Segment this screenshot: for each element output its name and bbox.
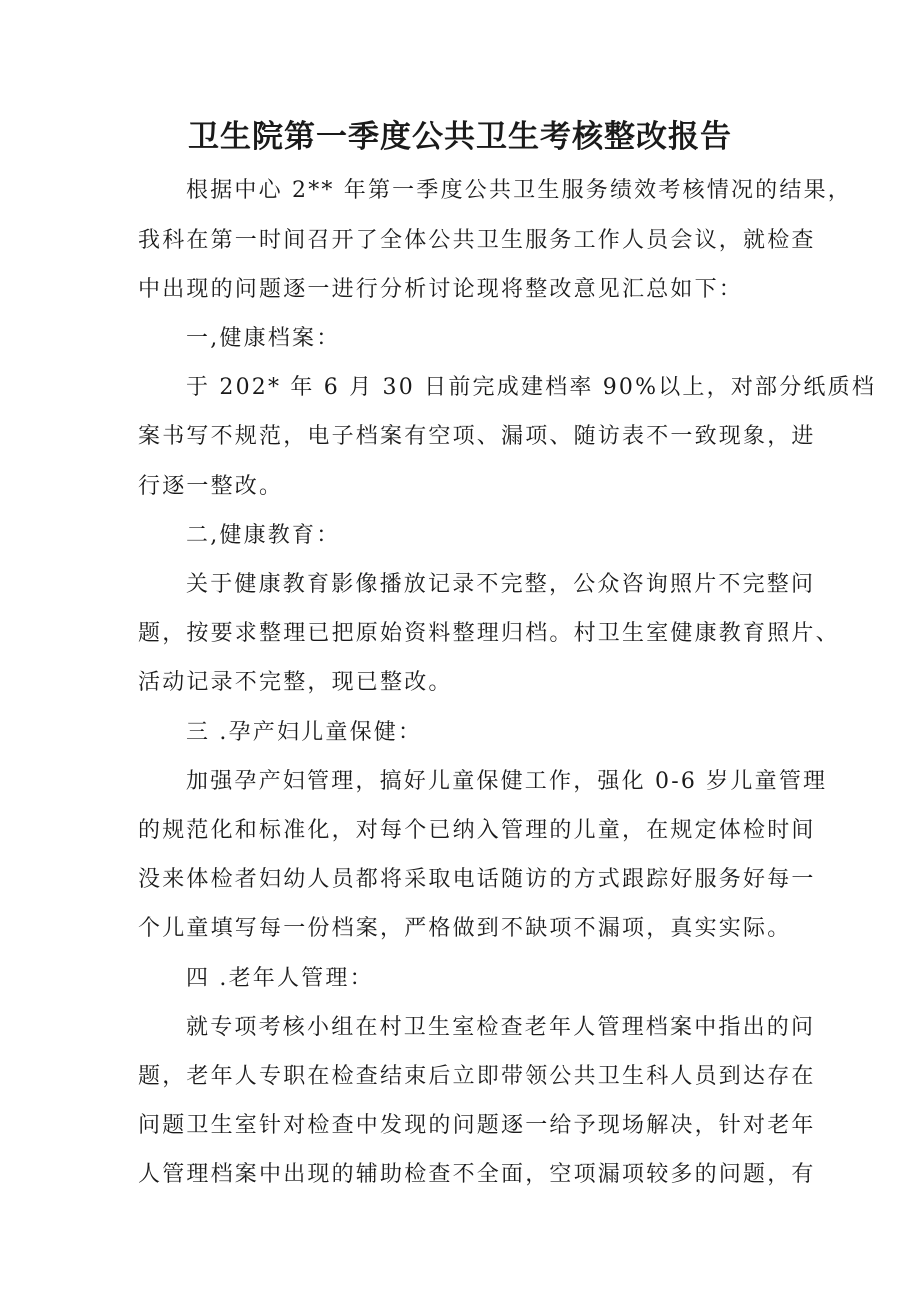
section1-heading: 一,健康档案： [186, 326, 341, 351]
intro-line-1: 根据中心 2** 年第一季度公共卫生服务绩效考核情况的结果， [186, 178, 852, 203]
section3-heading: 三 .孕产妇儿童保健： [186, 720, 423, 745]
section3-line-4: 个儿童填写每一份档案，严格做到不缺项不漏项，真实实际。 [138, 916, 792, 941]
section2-heading: 二,健康教育： [186, 523, 341, 548]
section1-line-2: 案书写不规范，电子档案有空项、漏项、随访表不一致现象，进 [138, 424, 816, 449]
section3-line-2: 的规范化和标准化，对每个已纳入管理的儿童，在规定体检时间 [138, 818, 816, 843]
section3-line-3: 没来体检者妇幼人员都将采取电话随访的方式跟踪好服务好每一 [138, 867, 816, 892]
section4-line-2: 题，老年人专职在检查结束后立即带领公共卫生科人员到达存在 [138, 1064, 816, 1089]
section1-line-3: 行逐一整改。 [138, 474, 284, 499]
section4-heading: 四 .老年人管理： [186, 966, 374, 991]
section2-line-3: 活动记录不完整，现已整改。 [138, 670, 453, 695]
intro-line-3: 中出现的问题逐一进行分析讨论现将整改意见汇总如下： [138, 277, 744, 302]
section2-line-2: 题，按要求整理已把原始资料整理归档。村卫生室健康教育照片、 [138, 621, 840, 646]
section2-line-1: 关于健康教育影像播放记录不完整，公众咨询照片不完整问 [186, 572, 816, 597]
section4-line-4: 人管理档案中出现的辅助检查不全面，空项漏项较多的问题，有 [138, 1162, 816, 1187]
section4-line-1: 就专项考核小组在村卫生室检查老年人管理档案中指出的问 [186, 1015, 816, 1040]
section4-line-3: 问题卫生室针对检查中发现的问题逐一给予现场解决，针对老年 [138, 1113, 816, 1138]
intro-line-2: 我科在第一时间召开了全体公共卫生服务工作人员会议，就检查 [138, 228, 816, 253]
section1-line-1: 于 202* 年 6 月 30 日前完成建档率 90%以上，对部分纸质档 [186, 375, 877, 400]
section3-line-1: 加强孕产妇管理，搞好儿童保健工作，强化 0-6 岁儿童管理 [186, 769, 828, 794]
document-title: 卫生院第一季度公共卫生考核整改报告 [188, 119, 732, 155]
